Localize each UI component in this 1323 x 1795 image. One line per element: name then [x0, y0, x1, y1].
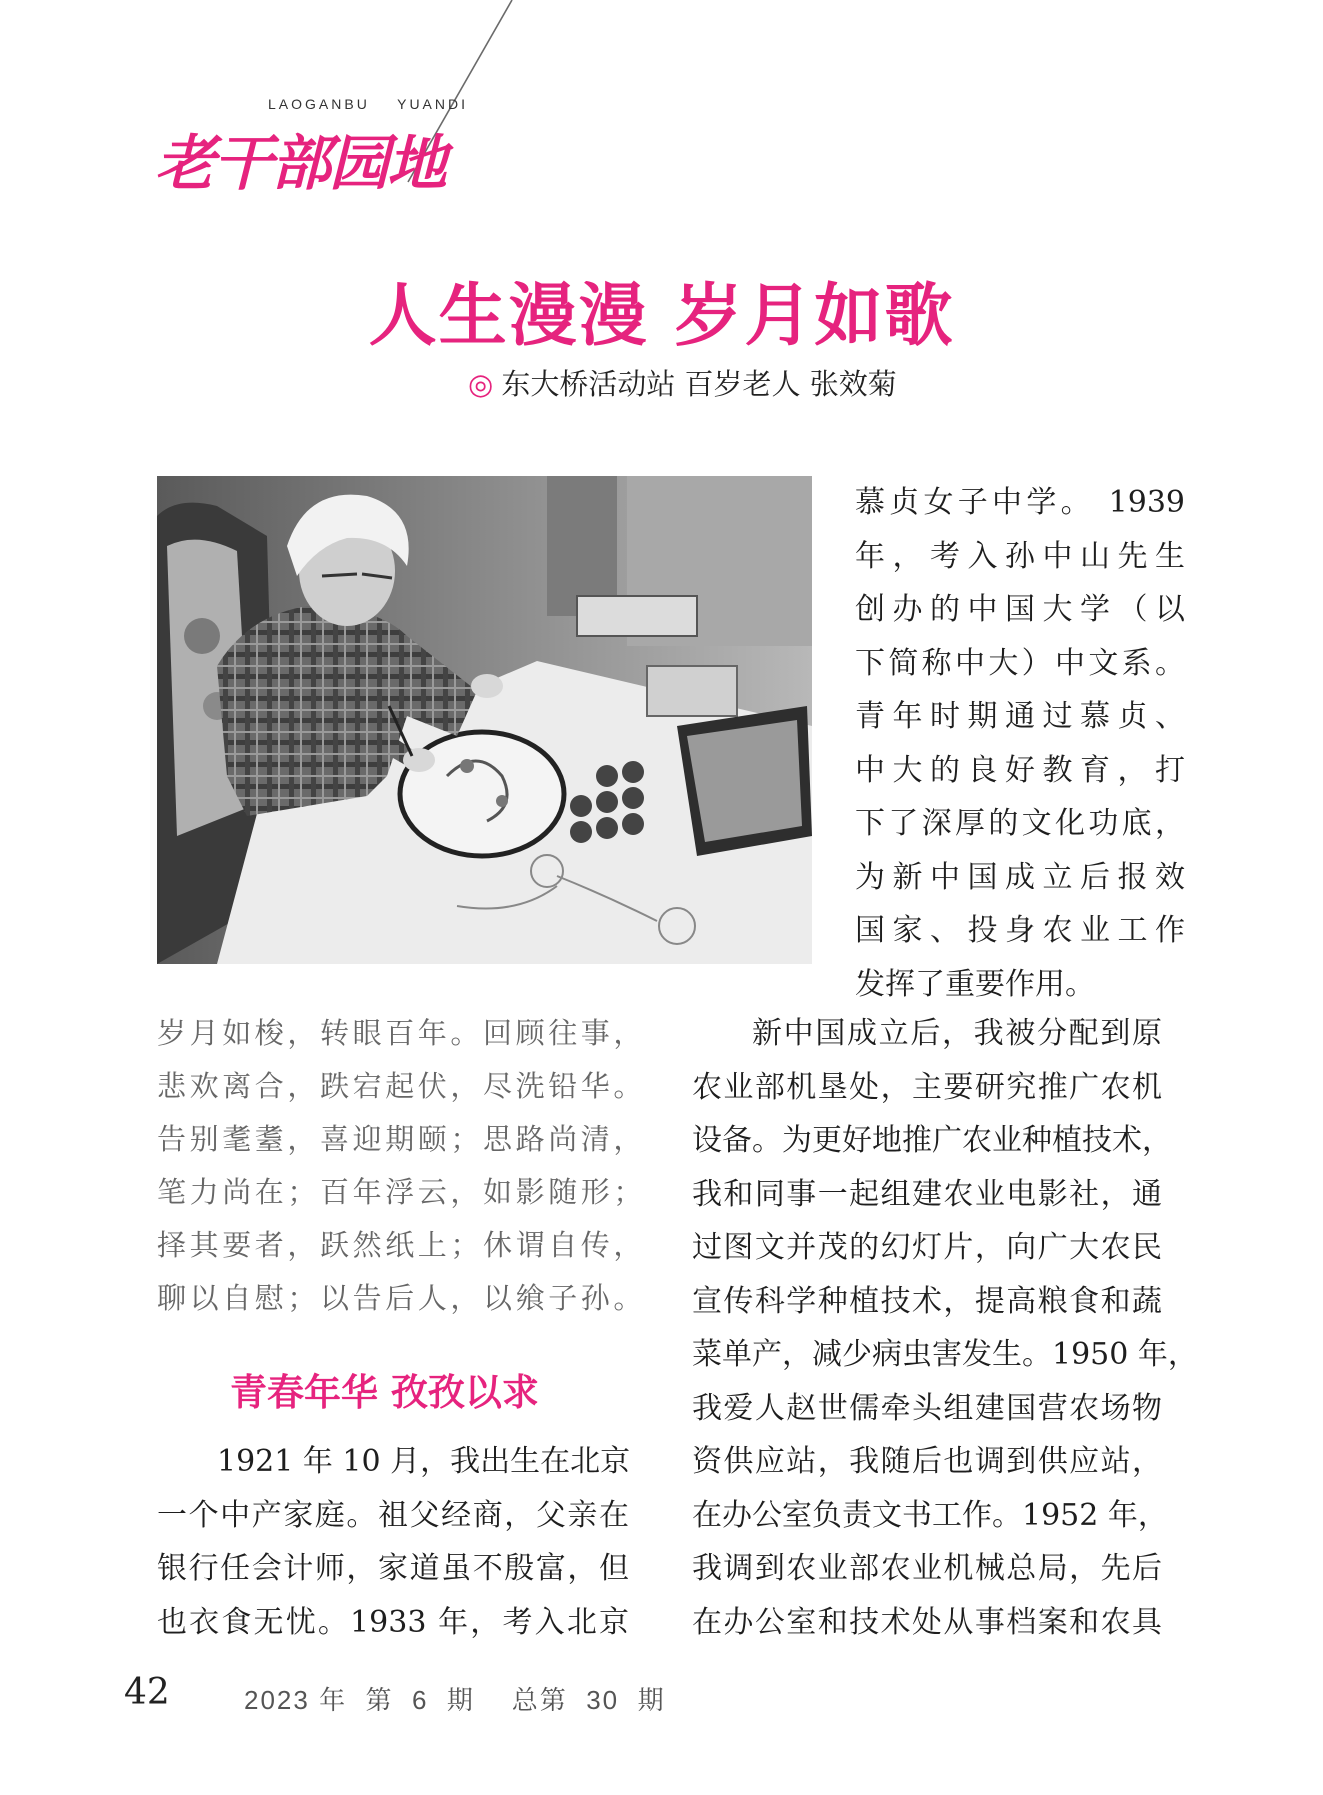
- text-line: 资供应站，我随后也调到供应站，: [692, 1444, 1162, 1479]
- text-line: 菜单产，减少病虫害发生。1950 年，: [692, 1337, 1198, 1372]
- text-line: 我调到农业部农业机械总局，先后: [692, 1551, 1162, 1586]
- preface-poem: [157, 1007, 646, 1325]
- poem-line: 聊以自慰；以告后人，以飨子孙。: [157, 1281, 647, 1315]
- section-heading: 青春年华 孜孜以求: [230, 1371, 539, 1414]
- text-line: 青年时期通过慕贞、: [855, 699, 1185, 734]
- left-body-column: [157, 1435, 629, 1649]
- text-line: 慕贞女子中学。 1939: [855, 485, 1185, 520]
- text-line: 1921 年 10 月，我出生在北京: [217, 1444, 631, 1479]
- text-line: 设备。为更好地推广农业种植技术，: [692, 1123, 1172, 1158]
- text-line: 过图文并茂的幻灯片，向广大农民: [692, 1230, 1162, 1265]
- text-line: 也衣食无忧。1933 年，考入北京: [157, 1604, 629, 1640]
- text-line: 宣传科学种植技术，提高粮食和蔬: [692, 1283, 1162, 1319]
- text-line: 年，考入孙中山先生: [855, 538, 1185, 574]
- article-title: 人生漫漫 岁月如歌: [368, 276, 955, 356]
- right-body-column: [692, 1007, 1198, 1649]
- byline-mark: ◎: [468, 367, 494, 401]
- text-line: 我爱人赵世儒牵头组建国营农场物: [692, 1390, 1162, 1426]
- text-line: 在办公室和技术处从事档案和农具: [692, 1604, 1162, 1640]
- text-line: 国家、投身农业工作: [855, 913, 1185, 948]
- text-line: 在办公室负责文书工作。1952 年，: [692, 1497, 1168, 1533]
- text-line: 我和同事一起组建农业电影社，通: [692, 1176, 1162, 1212]
- issue-info: 2023 年 第 6 期 总第 30 期: [244, 1685, 666, 1715]
- text-line: 为新中国成立后报效: [855, 859, 1185, 895]
- text-line: 下了深厚的文化功底，: [855, 806, 1185, 841]
- article-byline: [468, 362, 897, 403]
- text-line: 农业部机垦处，主要研究推广农机: [692, 1069, 1162, 1105]
- poem-line: 岁月如梭，转眼百年。回顾往事，: [157, 1016, 647, 1050]
- poem-line: 笔力尚在；百年浮云，如影随形；: [157, 1175, 647, 1209]
- text-line: 下简称中大）中文系。: [855, 645, 1185, 681]
- brand-latin-name: LAOGANBU YUANDI: [268, 96, 469, 112]
- poem-line: 悲欢离合，跌宕起伏，尽洗铅华。: [157, 1069, 647, 1103]
- poem-line: 告别耄耋，喜迎期颐；思路尚清，: [157, 1122, 647, 1156]
- byline-text: 东大桥活动站 百岁老人 张效菊: [501, 367, 897, 401]
- page-number: 42: [124, 1672, 170, 1713]
- text-line: 银行任会计师，家道虽不殷富，但: [157, 1551, 629, 1586]
- poem-line: 择其要者，跃然纸上；休谓自传，: [157, 1228, 647, 1262]
- text-line: 创办的中国大学（以: [855, 592, 1185, 627]
- article-photo: [157, 476, 812, 964]
- text-line: 一个中产家庭。祖父经商，父亲在: [157, 1497, 629, 1533]
- text-line: 中大的良好教育，打: [855, 752, 1185, 788]
- right-top-column: [855, 476, 1185, 1011]
- text-line: 新中国成立后，我被分配到原: [752, 1016, 1162, 1051]
- brand-logo-text: 老干部园地: [155, 129, 445, 199]
- text-line: 发挥了重要作用。: [855, 966, 1095, 1002]
